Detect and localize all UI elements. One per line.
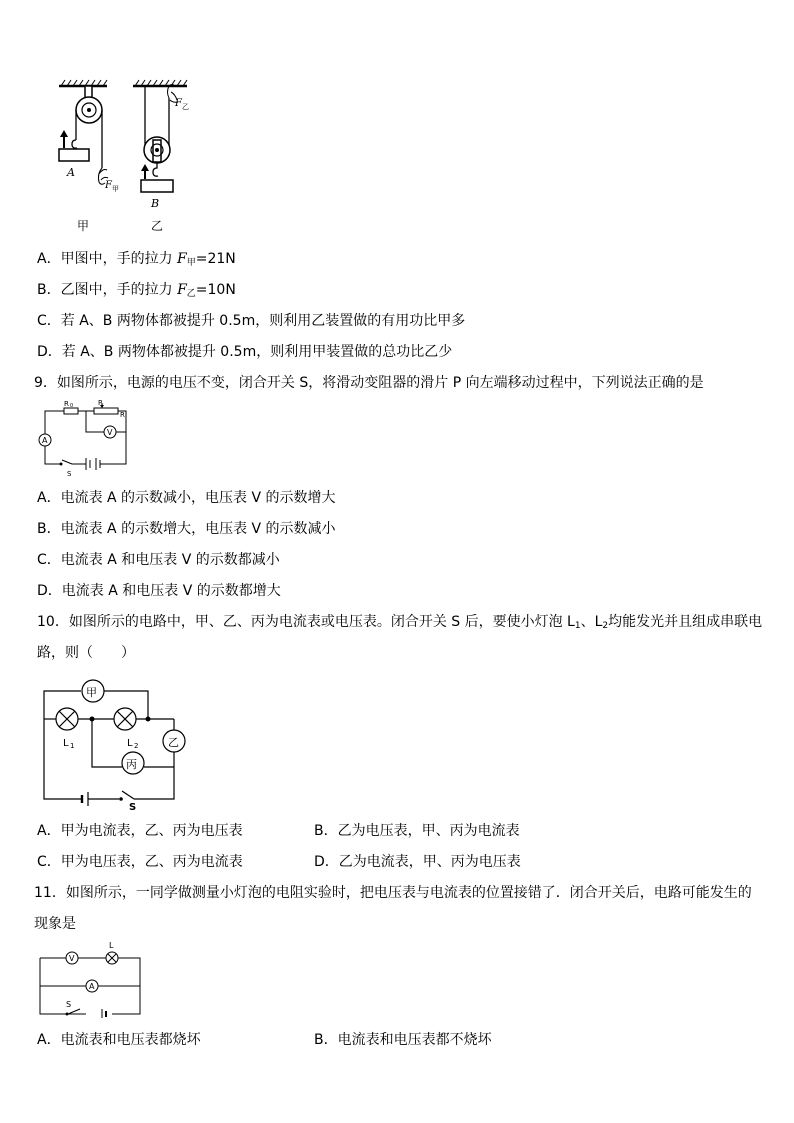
q10-option-A: A．甲为电流表，乙、丙为电压表 [37,823,243,839]
q10-circuit [36,675,196,810]
q9-circuit [34,400,134,480]
lamp-L2-label: L [127,738,133,749]
label-A: A [67,166,75,179]
q9-stem: 9．如图所示，电源的电压不变，闭合开关 S，将滑动变阻器的滑片 P 向左端移动过程中，下列说法正确的是 [34,375,704,391]
ammeter-label: A [42,436,48,445]
q8-option-A: A．甲图中，手的拉力 $F_甲=21N$ [37,251,236,268]
q8-option-B: B．乙图中，手的拉力 $F_乙=10N$ [37,282,236,299]
label-F-yi-sub: 乙 [182,103,189,111]
meter-jia-label: 甲 [86,686,97,699]
rheostat-R-label: R [120,411,125,419]
lamp-L2-sub: 2 [134,742,139,750]
q9-option-B: B．电流表 A 的示数增大，电压表 V 的示数减小 [37,521,336,537]
R0-sub: 0 [70,403,74,409]
q9-option-C: C．电流表 A 和电压表 V 的示数都减小 [37,552,280,568]
q10-option-D: D．乙为电流表，甲、丙为电压表 [314,854,521,870]
switch-S-label: S [67,470,72,478]
lamp-L1-label: L [63,738,69,749]
label-B: B [151,197,160,210]
label-F-jia-sub: 甲 [112,185,119,193]
lamp-L1-sub: 1 [70,742,75,750]
q11-option-A: A．电流表和电压表都烧坏 [37,1032,201,1048]
switch-S-label: S [66,1000,72,1009]
q10-option-C: C．甲为电压表，乙、丙为电流表 [37,854,243,870]
q11-option-B: B．电流表和电压表都不烧坏 [314,1032,492,1048]
q11-circuit [36,938,146,1018]
voltmeter-label: V [69,954,75,963]
q10-option-B: B．乙为电压表，甲、丙为电流表 [314,823,520,839]
q11-stem-line2: 现象是 [34,916,76,932]
meter-bing-label: 丙 [126,758,137,771]
label-F-jia: F [105,180,112,191]
q10-stem-line1: 10．如图所示的电路中，甲、乙、丙为电流表或电压表。闭合开关 S 后，要使小灯泡 $L_1$、$L_2$均能发光并且组成串联电 [37,614,763,631]
caption-yi: 乙 [151,219,164,233]
q8-option-C: C．若 A、B 两物体都被提升 0.5m，则利用乙装置做的有用功比甲多 [37,313,466,329]
q10-stem-line2: 路，则（ ） [37,645,135,661]
caption-jia: 甲 [77,219,90,233]
pulley-figure [55,78,195,238]
q11-stem-line1: 11．如图所示，一同学做测量小灯泡的电阻实验时，把电压表与电流表的位置接错了．闭合开关后，电路可能发生的 [34,885,752,901]
lamp-L-label: L [109,941,114,950]
slider-P-label: P [98,400,103,407]
voltmeter-label: V [107,428,113,437]
meter-yi-label: 乙 [168,736,179,749]
q9-option-A: A．电流表 A 的示数减小，电压表 V 的示数增大 [37,490,336,506]
switch-S-label: S [129,802,137,810]
label-F-yi: F [175,98,182,109]
q8-option-D: D．若 A、B 两物体都被提升 0.5m，则利用甲装置做的总功比乙少 [37,344,453,360]
ammeter-label: A [89,982,95,991]
R0-label: R [64,400,69,408]
q9-option-D: D．电流表 A 和电压表 V 的示数都增大 [37,583,281,599]
